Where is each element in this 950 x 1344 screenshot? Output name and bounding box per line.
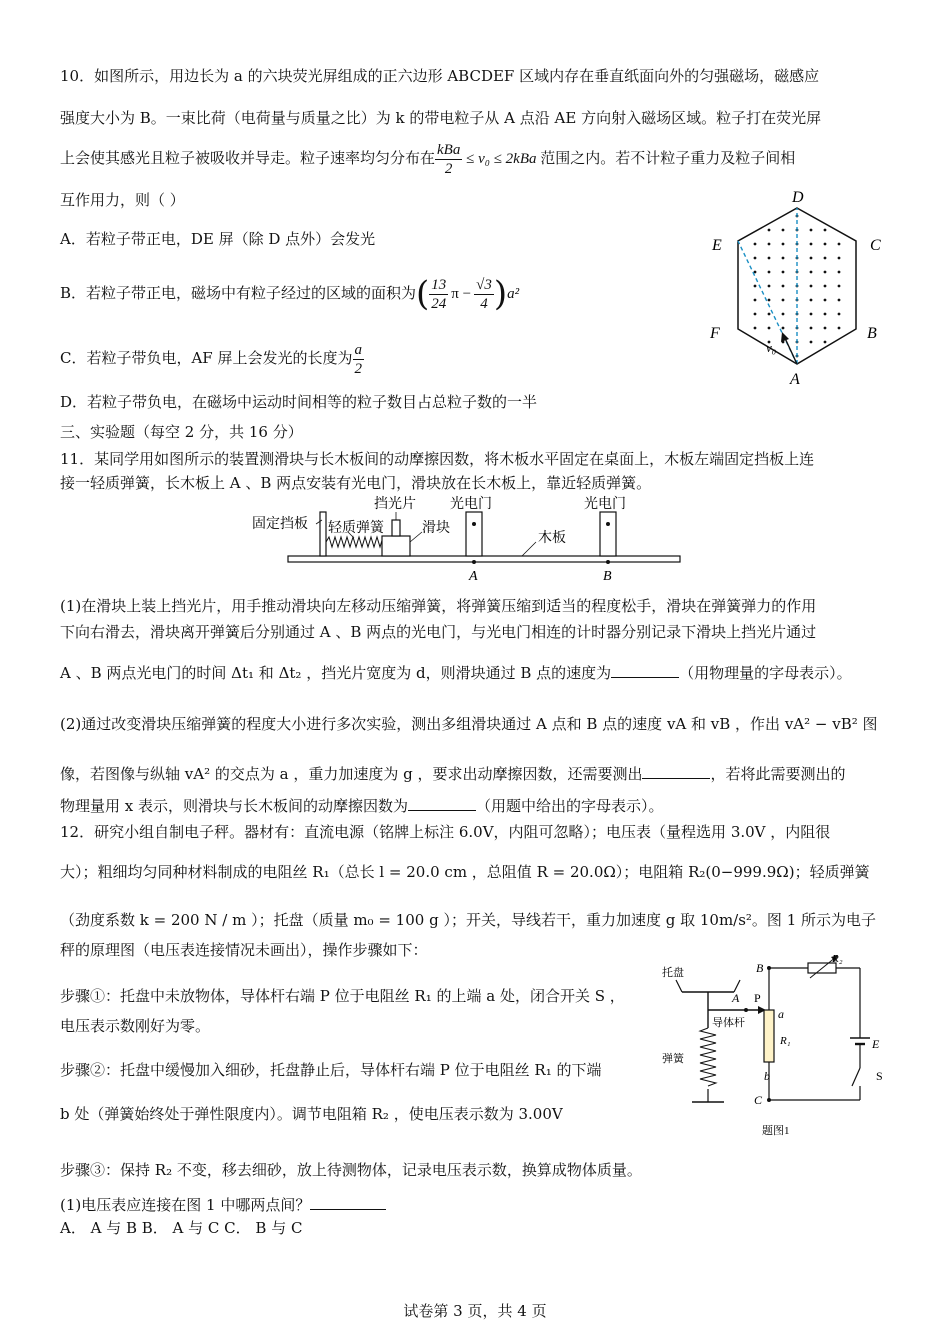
field-dot: [810, 341, 813, 344]
field-dot: [768, 285, 771, 288]
q12-step-3: 步骤③：保持 R₂ 不变，移去细砂，放上待测物体，记录电压表示数，换算成物体质量。: [60, 1161, 642, 1179]
field-dot: [782, 285, 785, 288]
label-node-a: A: [732, 991, 740, 1005]
field-dot: [768, 313, 771, 316]
q10-frac-den: 2: [444, 160, 453, 177]
field-dot: [824, 285, 827, 288]
label-baffle: 固定挡板: [252, 517, 308, 532]
gate-b: [600, 512, 616, 556]
q12-line-2: 大）；粗细均匀同种材料制成的电阻丝 R₁（总长 l = 20.0 cm ，总阻值 R = 20.0Ω）；电阻箱 R₂(0−999.9Ω)；轻质弹簧: [60, 863, 870, 881]
field-dot: [824, 229, 827, 232]
q10-option-d: D．若粒子带负电，在磁场中运动时间相等的粒子数目占总粒子数的一半: [60, 393, 538, 411]
label-small-a: a: [778, 1007, 784, 1021]
node-a: [744, 1008, 748, 1012]
q10-frac-13: 13: [431, 276, 447, 293]
q10-frac-2: 2: [354, 360, 362, 377]
q10-speed-fraction: [435, 141, 462, 178]
apparatus-figure: [250, 494, 690, 586]
q12-question-1-text: (1)电压表应连接在图 1 中哪两点间？: [60, 1196, 311, 1214]
field-dot: [768, 299, 771, 302]
field-dot: [768, 229, 771, 232]
label-b: B: [603, 569, 612, 584]
field-dot: [754, 257, 757, 260]
field-dot: [782, 313, 785, 316]
q10-line-2: 强度大小为 B。一束比荷（电荷量与质量之比）为 k 的带电粒子从 A 点沿 AE 方向射入磁场区域。粒子打在荧光屏: [60, 109, 822, 127]
field-dot: [782, 257, 785, 260]
label-slider: 滑块: [422, 521, 450, 536]
label-spring: 弹簧: [662, 1053, 684, 1065]
q10-speed-range: ≤ v₀ ≤ 2kBa: [462, 151, 541, 167]
field-dot: [824, 271, 827, 274]
field-dot: [754, 327, 757, 330]
resistor-r1: [764, 1010, 774, 1062]
q10-area-tail: a²: [507, 286, 520, 302]
hex-label-a: A: [790, 371, 800, 388]
label-r1: R₁: [780, 1035, 791, 1047]
q10-frac-a-2: [353, 341, 365, 378]
field-dot: [782, 271, 785, 274]
field-dot: [824, 313, 827, 316]
q10-option-c-text: C．若粒子带负电，AF 屏上会发光的长度为: [60, 349, 353, 367]
field-dot: [810, 285, 813, 288]
hex-label-b: B: [867, 325, 877, 342]
field-dot: [824, 327, 827, 330]
field-dot: [838, 313, 841, 316]
field-dot: [838, 243, 841, 246]
field-dot: [754, 285, 757, 288]
hex-label-d: D: [792, 189, 804, 206]
field-dot: [768, 271, 771, 274]
field-dot: [810, 299, 813, 302]
point-a: [472, 560, 476, 564]
gate-a: [466, 512, 482, 556]
field-dot: [838, 285, 841, 288]
q12-step-2-b: b 处（弹簧始终处于弹性限度内）。调节电阻箱 R₂ ，使电压表示数为 3.00V: [60, 1105, 563, 1123]
q10-frac-sqrt3: √3: [476, 276, 492, 293]
field-dot: [754, 299, 757, 302]
q10-line-1: 10．如图所示，用边长为 a 的六块荧光屏组成的正六边形 ABCDEF 区域内存在垂直纸面向外的匀强磁场，磁感应: [60, 67, 820, 85]
field-dot: [810, 257, 813, 260]
field-dot: [838, 299, 841, 302]
field-dot: [782, 327, 785, 330]
field-dot: [824, 257, 827, 260]
label-board: 木板: [538, 531, 566, 546]
field-dot: [838, 271, 841, 274]
q12-step-1-b: 电压表示数刚好为零。: [60, 1017, 211, 1035]
q12-question-1: [60, 1195, 386, 1215]
q11-part1-line-2: 下向右滑去，滑块离开弹簧后分别通过 A 、B 两点的光电门，与光电门相连的计时器分别记录下滑块上挡光片通过: [60, 623, 817, 641]
q10-frac-4: 4: [480, 295, 488, 312]
q12-line-1: 12．研究小组自制电子秤。器材有：直流电源（铭牌上标注 6.0V，内阻可忽略）；电压表（量程选用 3.0V ，内阻很: [60, 823, 831, 841]
hex-label-f: F: [710, 325, 720, 342]
gate-a-dot: [472, 522, 476, 526]
q10-frac-a: a: [354, 341, 362, 358]
label-node-c: C: [754, 1093, 763, 1107]
label-gate-2: 光电门: [584, 497, 626, 512]
section-3-heading: 三、实验题（每空 2 分，共 16 分）: [60, 423, 303, 441]
slider-leader: [410, 532, 422, 542]
board-leader: [522, 542, 536, 556]
q11-part1-line-3-a: A 、B 两点光电门的时间 Δt₁ 和 Δt₂ ，挡光片宽度为 d，则滑块通过 B 点的速度为: [60, 664, 612, 682]
hex-label-v0: v₀: [766, 340, 777, 355]
field-dot: [838, 257, 841, 260]
q12-step-1-a: 步骤①：托盘中未放物体，导体杆右端 P 位于电阻丝 R₁ 的上端 a 处，闭合开关 S ，: [60, 987, 625, 1005]
label-node-b: B: [756, 961, 764, 975]
q11-part2-line-3-b: （用题中给出的字母表示）。: [476, 797, 664, 815]
q11-part2-line-3: [60, 796, 664, 816]
q10-frac-13-24: [429, 276, 448, 313]
board-plank: [288, 556, 680, 562]
shade-plate: [392, 520, 400, 536]
switch-blade: [852, 1068, 860, 1086]
field-dot: [768, 243, 771, 246]
hexagon-figure: [700, 186, 900, 390]
tray-left-edge: [676, 980, 682, 992]
label-rod: 导体杆: [712, 1017, 745, 1029]
field-dot: [838, 327, 841, 330]
field-dot: [768, 327, 771, 330]
label-e: E: [872, 1037, 880, 1051]
q10-pi-minus: π −: [451, 286, 472, 302]
label-spring: 轻质弹簧: [328, 521, 384, 536]
field-dot: [824, 341, 827, 344]
q11-part2-line-3-a: 物理量用 x 表示，则滑块与长木板间的动摩擦因数为: [60, 797, 408, 815]
q10-option-b: [60, 268, 519, 318]
label-p: P: [754, 991, 761, 1005]
q11-part2-line-2: [60, 764, 846, 784]
label-r2: R₂: [832, 953, 843, 965]
circuit-figure: [660, 952, 900, 1142]
field-dot: [754, 313, 757, 316]
field-dot: [810, 229, 813, 232]
q10-paren-right: ): [493, 274, 508, 314]
q12-options: A． A 与 B B． A 与 C C． B 与 C: [60, 1219, 303, 1237]
label-gate-1: 光电门: [450, 497, 492, 512]
label-small-b: b: [764, 1069, 770, 1083]
q11-part2-line-2-a: 像，若图像与纵轴 vA² 的交点为 a ，重力加速度为 g ，要求出动摩擦因数，还需要测出: [60, 765, 643, 783]
q11-answer-blank-1[interactable]: [611, 663, 679, 678]
field-dot: [810, 271, 813, 274]
q10-line-3: [60, 138, 795, 178]
field-dot: [754, 243, 757, 246]
label-s: S: [876, 1069, 883, 1083]
q11-part1-line-3: [60, 663, 852, 683]
field-dot: [824, 243, 827, 246]
gate-b-dot: [606, 522, 610, 526]
field-dot: [782, 299, 785, 302]
q10-line-4: 互作用力，则（ ）: [60, 191, 185, 209]
q10-line-3-b: 范围之内。若不计粒子重力及粒子间相: [540, 149, 796, 167]
q11-line-2: 接一轻质弹簧，长木板上 A 、B 两点安装有光电门，滑块放在长木板上，靠近轻质弹簧。: [60, 474, 652, 492]
field-dot: [824, 299, 827, 302]
velocity-arrowhead: [781, 332, 789, 342]
slider-block: [382, 536, 410, 556]
field-dot: [810, 313, 813, 316]
spring-coil: [326, 537, 388, 547]
q11-line-1: 11．某同学用如图所示的装置测滑块与长木板间的动摩擦因数，将木板水平固定在桌面上，木板左端固定挡板上连: [60, 450, 815, 468]
q11-answer-blank-2[interactable]: [642, 764, 710, 779]
scale-spring: [700, 1028, 716, 1086]
q12-answer-blank[interactable]: [310, 1195, 386, 1210]
q10-frac-num: kBa: [437, 141, 461, 158]
hex-label-e: E: [712, 237, 722, 254]
q11-part2-line-1: (2)通过改变滑块压缩弹簧的程度大小进行多次实验，测出多组滑块通过 A 点和 B 点的速度 vA 和 vB ，作出 vA² − vB² 图: [60, 715, 878, 733]
label-a: A: [469, 569, 478, 584]
q11-answer-blank-3[interactable]: [408, 796, 476, 811]
q10-line-3-a: 上会使其感光且粒子被吸收并导走。粒子速率均匀分布在: [60, 149, 436, 167]
hex-label-c: C: [870, 237, 881, 254]
q12-line-4: 秤的原理图（电压表连接情况未画出），操作步骤如下：: [60, 941, 428, 959]
point-b: [606, 560, 610, 564]
field-dot: [782, 243, 785, 246]
q10-paren-left: (: [416, 274, 430, 314]
figure-caption: 题图1: [762, 1125, 790, 1137]
label-tray: 托盘: [662, 967, 684, 979]
q11-part1-line-3-b: （用物理量的字母表示）。: [679, 664, 852, 682]
q10-option-c: [60, 338, 364, 378]
field-dot: [810, 327, 813, 330]
page-footer: 试卷第 3 页，共 4 页: [403, 1302, 547, 1320]
field-dot: [810, 243, 813, 246]
q10-frac-sqrt3-4: [474, 276, 494, 313]
fixed-baffle: [320, 512, 326, 556]
q10-option-b-text: B．若粒子带正电，磁场中有粒子经过的区域的面积为: [60, 284, 417, 302]
label-shade: 挡光片: [374, 497, 416, 512]
field-dot: [768, 257, 771, 260]
q11-part2-line-2-b: ，若将此需要测出的: [710, 765, 846, 783]
q12-line-3: （劲度系数 k = 200 N / m ）；托盘（质量 m₀ = 100 g ）；开关，导线若干，重力加速度 g 取 10m/s²。图 1 所示为电子: [60, 911, 877, 929]
q10-frac-24: 24: [431, 295, 447, 312]
q10-option-a: A．若粒子带正电，DE 屏（除 D 点外）会发光: [60, 230, 376, 248]
field-dot: [782, 229, 785, 232]
q12-step-2-a: 步骤②：托盘中缓慢加入细砂，托盘静止后，导体杆右端 P 位于电阻丝 R₁ 的下端: [60, 1061, 602, 1079]
q11-part1-line-1: (1)在滑块上装上挡光片，用手推动滑块向左移动压缩弹簧，将弹簧压缩到适当的程度松手，滑块在弹簧弹力的作用: [60, 597, 817, 615]
